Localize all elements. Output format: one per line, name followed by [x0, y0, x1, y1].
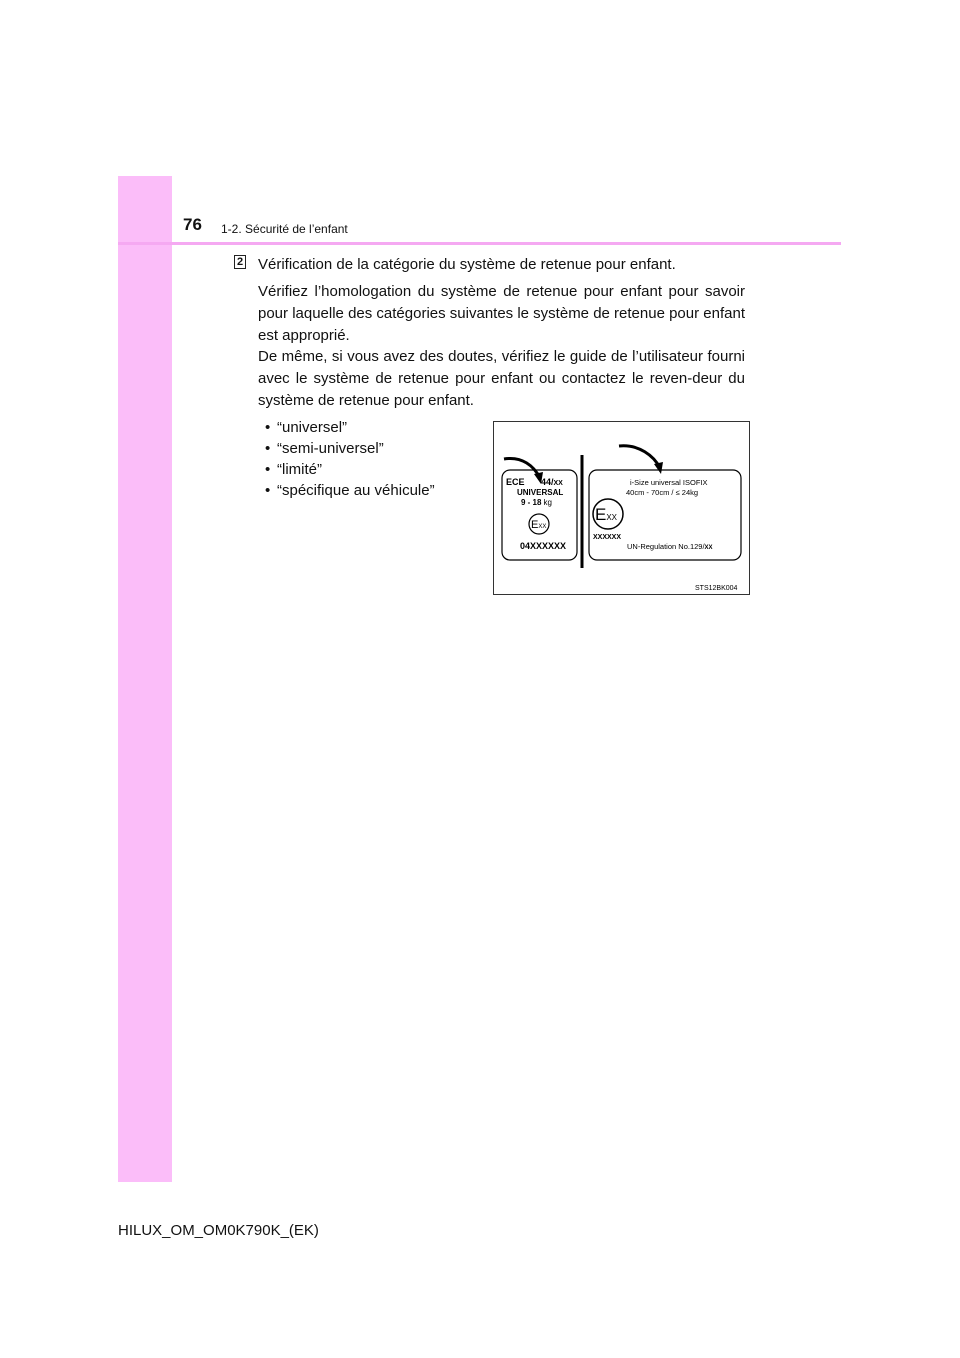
isize-size-range: 40cm - 70cm / ≤ 24kg: [626, 488, 699, 497]
paragraph-doubts: De même, si vous avez des doutes, vérifiez le guide de l’utilisateur fourni avec le système de retenue pour enfant ou contactez le reven-deur du système de retenue pour enfant.: [258, 348, 745, 409]
e-mark-text: EXX: [531, 519, 547, 531]
list-item: • “semi-universel”: [265, 440, 384, 457]
step-number-box: 2: [234, 255, 246, 269]
ece-regulation-text: 44/XX: [541, 477, 563, 487]
e-mark-text: EXX: [595, 505, 618, 524]
page-number: 76: [183, 215, 202, 234]
arrow-icon: [619, 446, 660, 468]
arrow-icon: [504, 458, 540, 478]
isize-approval-number: XXXXXX: [593, 534, 622, 541]
list-item: • “limité”: [265, 461, 322, 478]
list-item: • “universel”: [265, 419, 348, 436]
list-item: • “spécifique au véhicule”: [265, 482, 435, 499]
header-divider: [118, 242, 841, 245]
arrow-icon: [654, 462, 663, 474]
ece-text: ECE: [506, 477, 525, 487]
category-list: [265, 417, 435, 501]
approval-label-figure: [493, 421, 750, 595]
isize-regulation-text: UN-Regulation No.129/XX: [627, 542, 713, 551]
ece-approval-number: 04XXXXXX: [520, 541, 567, 551]
document-id: HILUX_OM_OM0K790K_(EK): [118, 1222, 319, 1239]
universal-text: UNIVERSAL: [517, 488, 564, 497]
step-heading: Vérification de la catégorie du système de retenue pour enfant.: [258, 256, 676, 273]
section-title: 1-2. Sécurité de l’enfant: [221, 222, 348, 236]
pink-sidebar: [118, 176, 172, 1182]
paragraph-approval: Vérifiez l’homologation du système de retenue pour enfant pour savoir pour laquelle des catégories suivantes le système de retenue pour enfant est approprié.: [258, 283, 745, 344]
figure-code: STS12BK004: [695, 585, 738, 592]
approval-label-illustration: [494, 422, 751, 596]
weight-range-text: 9 - 18 kg: [521, 498, 552, 507]
isize-title: i-Size universal ISOFIX: [630, 478, 708, 487]
